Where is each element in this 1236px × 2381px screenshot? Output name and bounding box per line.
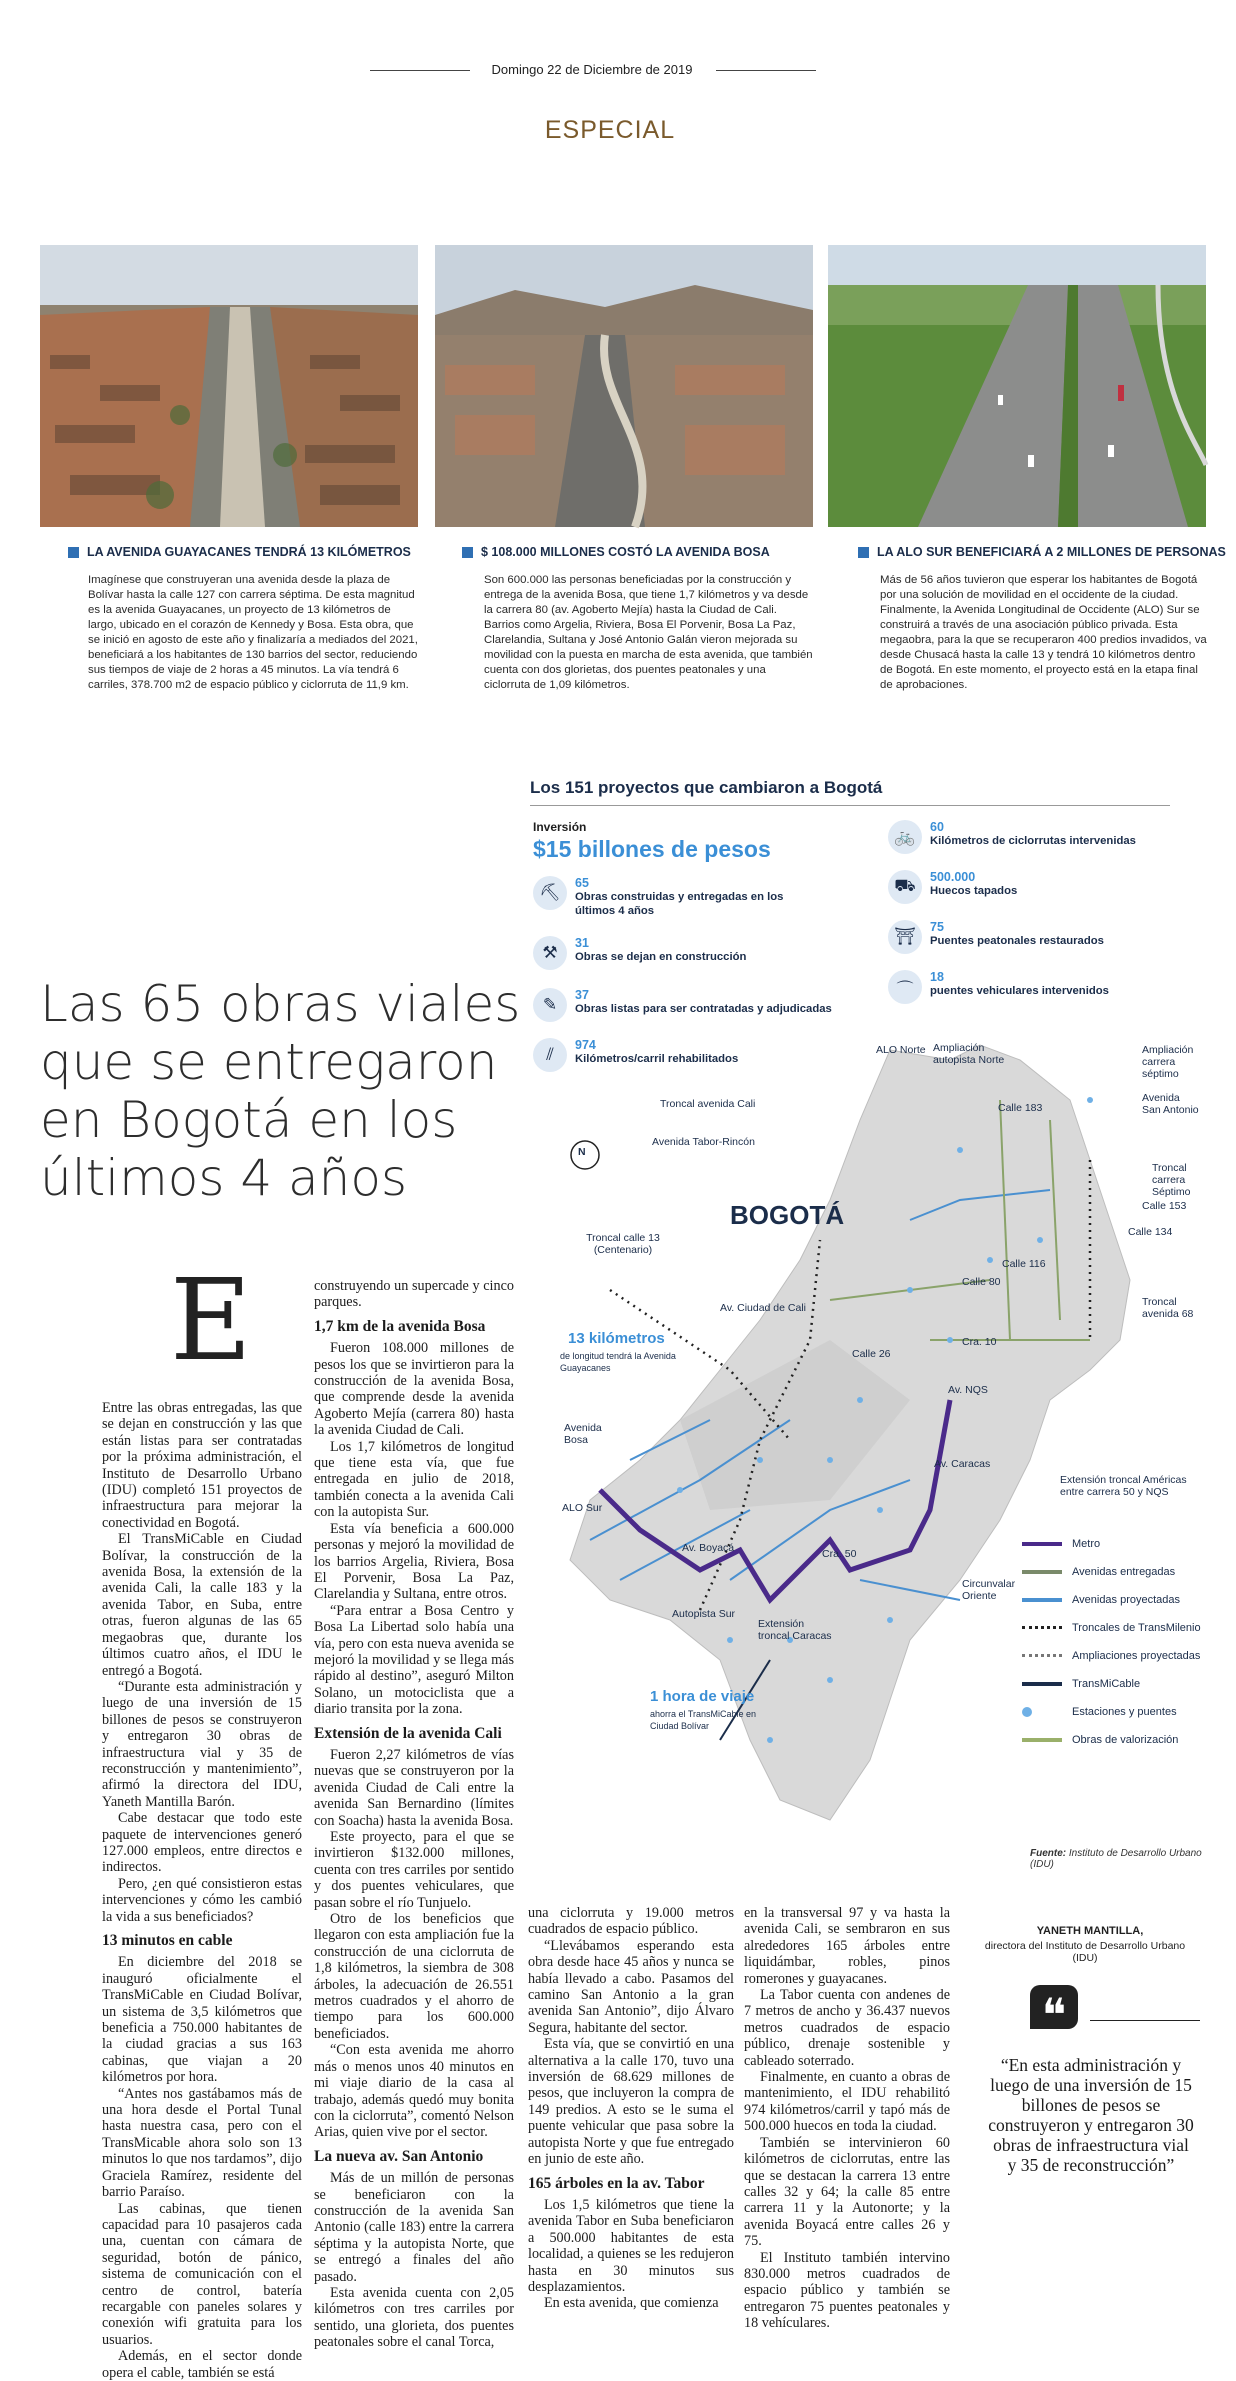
legend-swatch — [1022, 1707, 1032, 1717]
caption-body-bosa: Son 600.000 las personas beneficiadas por la construcción y entrega de la avenida Bosa, que tiene 1,7 kilómetros y va desde la carrera 80 (av. Agoberto Mejía) hasta la Ciudad de Cali. Barrios como Argelia, Riviera, Bosa El Porvenir, Bosa La Paz, Clarelandia, Sultana y José Antonio Galán vieron mejorada su movilidad con la puesta en marcha de esta avenida, que también cuenta con dos glorietas, dos puentes peatonales y una ciclorruta de 1,09 kilómetros. — [484, 574, 813, 691]
stat-label: Kilómetros/carril rehabilitados — [575, 1053, 739, 1065]
stat-number: 500.000 — [930, 870, 976, 884]
bridge-icon: ⌒ — [888, 970, 922, 1004]
paragraph: Esta avenida cuenta con 2,05 kilómetros con tres carriles por sentido, una glorieta, dos puentes peatonales sobre el canal Torca, — [314, 2284, 514, 2351]
caption-title-guayacanes — [68, 545, 446, 559]
legend-swatch — [1022, 1626, 1062, 1630]
legend-item — [1022, 1726, 1202, 1754]
label-avenida-bosa: Avenida Bosa — [564, 1422, 602, 1446]
stat-obras-entregadas — [533, 876, 793, 918]
legend-item — [1022, 1670, 1202, 1698]
article-column-3 — [528, 1905, 734, 2312]
stat-number: 65 — [575, 876, 589, 890]
source-label: Fuente: — [1030, 1848, 1067, 1859]
caption-title-text: $ 108.000 MILLONES COSTÓ LA AVENIDA BOSA — [481, 545, 770, 559]
stat-ciclorrutas — [888, 820, 1188, 854]
label-calle-134: Calle 134 — [1128, 1226, 1173, 1238]
legend-item — [1022, 1642, 1202, 1670]
label-septimo: Ampliación carrera séptimo — [1142, 1044, 1194, 1080]
stat-number: 31 — [575, 936, 589, 950]
legend-item — [1022, 1698, 1202, 1726]
stat-number: 974 — [575, 1038, 596, 1052]
caption-body-alo-sur: Más de 56 años tuvieron que esperar los habitantes de Bogotá por una solución de movilidad en el occidente de la ciudad. Finalmente, la Avenida Longitudinal de Occidente (ALO) Sur se construirá a través de una asociación público privada. Esta megaobra, para la que se recuperaron 400 predios invadidos, va desde Chusacá hasta la calle 13 y tendrá 10 kilómetros dentro de Bogotá. En este momento, el proyecto está en la etapa final de aprobaciones. — [880, 574, 1207, 691]
paragraph: “Con esta avenida me ahorro más o menos unos 40 minutos en mi viaje diario de la casa al trabajo, además quedó muy bonita con la ciclorruta”, comentó Nelson Arias, quien vive por el sector. — [314, 2042, 514, 2141]
header-rule-right — [716, 70, 816, 71]
label-americas: Extensión troncal Américas entre carrera 50 y NQS — [1060, 1474, 1187, 1498]
road-icon: ⫽ — [533, 1038, 567, 1072]
stat-number: 18 — [930, 970, 944, 984]
paragraph: Fueron 108.000 millones de pesos los que se invirtieron para la construcción de la avenida Bosa, que comprende desde la avenida Agoberto Mejía (carrera 80) hasta la avenida Ciudad de Cali. — [314, 1340, 514, 1439]
legend-swatch — [1022, 1542, 1062, 1546]
stat-number: 37 — [575, 988, 589, 1002]
caption-body-guayacanes: Imagínese que construyeran una avenida desde la plaza de Bolívar hasta la calle 127 con carrera séptima. De esta magnitud es la avenida Guayacanes, un proyecto de 13 kilómetros de largo, ubicado en el corazón de Kennedy y Bosa. Esta obra, que se inició en agosto de este año y finalizaría a mediados del 2021, beneficiará a los habitantes de 130 barrios del sector, reduciendo sus tiempos de viaje de 2 horas a 45 minutos. La vía tendrá 6 carriles, 378.700 m2 de espacio público y ciclorruta de 11,9 km. — [88, 574, 418, 691]
source-text: Instituto de Desarrollo Urbano (IDU) — [1030, 1848, 1202, 1870]
stat-obras-contratadas — [533, 988, 853, 1022]
caption-title-text: LA ALO SUR BENEFICIARÁ A 2 MILLONES DE PERSONAS — [877, 545, 1226, 559]
bicycle-icon: 🚲 — [888, 820, 922, 854]
drop-cap: E — [170, 1256, 252, 1386]
caption-marker — [68, 547, 79, 558]
construction-icon: ⚒ — [533, 936, 567, 970]
legend-label: Obras de valorización — [1072, 1734, 1179, 1746]
investment-value: $15 billones de pesos — [533, 836, 771, 862]
excavator-icon: ⛏ — [533, 876, 567, 910]
callout-km-sub: de longitud tendrá la Avenida Guayacanes — [560, 1351, 676, 1373]
label-calle-183: Calle 183 — [998, 1102, 1043, 1114]
legend-item — [1022, 1614, 1202, 1642]
subheading-cali: Extensión de la avenida Cali — [314, 1724, 502, 1742]
caption-marker — [858, 547, 869, 558]
label-autopista-sur: Autopista Sur — [672, 1608, 736, 1620]
article-column-4 — [744, 1905, 950, 2332]
legend-label: Ampliaciones proyectadas — [1072, 1650, 1201, 1662]
legend-item — [1022, 1530, 1202, 1558]
label-troncal-68: Troncal avenida 68 — [1142, 1296, 1194, 1320]
quote-marks-icon: ❝ — [1030, 1985, 1078, 2029]
label-circunvalar: Circunvalar Oriente — [962, 1578, 1016, 1602]
label-alo-norte: ALO Norte — [876, 1044, 926, 1056]
investment-label: Inversión — [533, 820, 587, 834]
paragraph: “Llevábamos esperando esta obra desde hace 45 años y nunca se había llevado a cabo. Pasamos del camino San Antonio a la gran avenida San Antonio”, dijo Álvaro Segura, habitante del sector. — [528, 1937, 734, 2036]
article-column-1 — [102, 1400, 302, 2381]
label-calle-80: Calle 80 — [962, 1276, 1001, 1288]
legend-item — [1022, 1586, 1202, 1614]
infographic-title-rule — [530, 805, 1170, 806]
label-alo-sur: ALO Sur — [562, 1502, 603, 1514]
label-boyaca: Av. Boyacá — [682, 1542, 735, 1554]
label-caracas: Av. Caracas — [934, 1458, 991, 1470]
paragraph: Esta vía, que se convirtió en una alternativa a la calle 170, tuvo una inversión de 68.629 millones de pesos, que incluyeron la compra de 149 predios. A esto se le suma el puente vehicular que pasa sobre la autopista Norte y que fue entregado en junio de este año. — [528, 2036, 734, 2168]
footbridge-icon: ⛩ — [888, 920, 922, 954]
pothole-icon: ⛟ — [888, 870, 922, 904]
stat-label: Obras se dejan en construcción — [575, 951, 747, 963]
stat-label: Huecos tapados — [930, 885, 1018, 897]
stat-label: Puentes peatonales restaurados — [930, 935, 1104, 947]
paragraph: Otro de los beneficios que llegaron con esta ampliación fue la construcción de una ciclorruta de 1,8 kilómetros, la siembra de 308 árboles, la adecuación de 26.551 metros cuadrados y el ahorro de tiempo para los 600.000 beneficiados. — [314, 1911, 514, 2042]
pull-quote: “En esta administración y luego de una inversión de 15 billones de pesos se construyeron y entregaron 30 obras de infraestructura vial y 35 de reconstrucción” — [988, 2055, 1194, 2175]
legend-label: Estaciones y puentes — [1072, 1706, 1177, 1718]
paragraph: “Para entrar a Bosa Centro y Bosa La Libertad solo había una vía, pero con esta nueva avenida se mejoró la movilidad y se llega más rápido al destino”, aseguró Milton Solano, un motociclista que a diario transita por la zona. — [314, 1602, 514, 1718]
quote-author-role: directora del Instituto de Desarrollo Urbano (IDU) — [984, 1940, 1186, 1964]
infographic-title: Los 151 proyectos que cambiaron a Bogotá — [530, 778, 883, 797]
legend-label: TransMiCable — [1072, 1678, 1141, 1690]
label-autopista-norte: Ampliación autopista Norte — [933, 1042, 1005, 1066]
stat-huecos — [888, 870, 1188, 904]
section-title: ESPECIAL — [544, 116, 676, 144]
stat-puentes-peatonales — [888, 920, 1188, 954]
paragraph: Los 1,5 kilómetros que tiene la avenida Tabor en Suba beneficiaron a 500.000 habitantes de esta localidad, a quienes se les redujeron hasta en 30 minutos sus desplazamientos. — [528, 2196, 734, 2295]
callout-km: 13 kilómetros — [568, 1330, 665, 1347]
paragraph: El TransMiCable en Ciudad Bolívar, la construcción de la avenida Bosa, la extensión de la avenida Cali, la calle 183 y la avenida Tabor, en Suba, entre otras, fueron algunas de las 65 megaobras que, durante los últimos cuatro años, el IDU le entregó a Bogotá. — [102, 1531, 302, 1679]
stat-number: 75 — [930, 920, 944, 934]
paragraph: La Tabor cuenta con andenes de 7 metros de ancho y 36.437 nuevos metros cuadrados de espacio público, drenaje sostenible y cableado soterrado. — [744, 1987, 950, 2069]
paragraph: También se intervinieron 60 kilómetros de ciclorrutas, entre las que se destacan la carrera 13 entre calles 32 y 64; la calle 85 entre carrera 11 y la Autonorte; y la avenida Boyacá entre calles 26 y 75. — [744, 2134, 950, 2250]
legend-swatch — [1022, 1654, 1062, 1658]
paragraph: Cabe destacar que todo este paquete de intervenciones generó 127.000 empleos, entre directos e indirectos. — [102, 1810, 302, 1876]
label-cra-10: Cra. 10 — [962, 1336, 997, 1348]
paragraph: Más de un millón de personas se beneficiaron con la construcción de la avenida San Antonio (calle 183) entre la carrera séptima y la autopista Norte, que se entregó a finales del año pasado. — [314, 2170, 514, 2285]
photo-guayacanes — [40, 245, 418, 527]
label-calle-26: Calle 26 — [852, 1348, 891, 1360]
subheading-tabor: 165 árboles en la av. Tabor — [528, 2174, 705, 2192]
paragraph: una ciclorruta y 19.000 metros cuadrados de espacio público. — [528, 1905, 734, 1938]
legend-label: Metro — [1072, 1538, 1101, 1550]
article-column-2 — [314, 1278, 514, 2351]
legend-swatch — [1022, 1738, 1062, 1742]
paragraph: “Durante esta administración y luego de una inversión de 15 billones de pesos se construyeron y entregaron 30 obras de infraestructura vial y 35 de reconstrucción y mantenimiento”, afirmó la directora del IDU, Yaneth Mantilla Barón. — [102, 1678, 302, 1810]
map-city-label: BOGOTÁ — [730, 1200, 845, 1230]
paragraph: Los 1,7 kilómetros de longitud que tiene esta vía, que fue entregada en julio de 2018, también conecta a la avenida Cali con la autopista Sur. — [314, 1438, 514, 1521]
label-troncal-septimo: Troncal carrera Séptimo — [1152, 1162, 1191, 1198]
quote-author: YANETH MANTILLA, — [1036, 1925, 1144, 1937]
stat-label: Kilómetros de ciclorrutas intervenidas — [930, 835, 1136, 847]
paragraph: El Instituto también intervino 830.000 metros cuadrados de espacio público y también se entregaron 75 puentes peatonales y 18 vehículares. — [744, 2249, 950, 2332]
paragraph: “Antes nos gastábamos más de una hora desde el Portal Tunal hasta nuestra casa, pero con el TransMicable ahora solo son 13 minutos lo que nos tardamos”, dijo Graciela Ramírez, residente del barrio Paraíso. — [102, 2085, 302, 2201]
subheading-bosa: 1,7 km de la avenida Bosa — [314, 1317, 486, 1335]
label-san-antonio: Avenida San Antonio — [1142, 1092, 1199, 1116]
label-ciudad-cali: Av. Ciudad de Cali — [720, 1302, 806, 1314]
label-cra-50: Cra. 50 — [822, 1548, 857, 1560]
label-nqs: Av. NQS — [948, 1384, 988, 1396]
subheading-cable: 13 minutos en cable — [102, 1932, 233, 1949]
stat-obras-construccion — [533, 936, 793, 970]
paragraph: En esta avenida, que comienza — [544, 2295, 719, 2312]
paragraph: construyendo un supercade y cinco parques. — [314, 1278, 514, 1311]
label-troncal-13: Troncal calle 13 (Centenario) — [586, 1232, 660, 1256]
issue-date: Domingo 22 de Diciembre de 2019 — [491, 62, 693, 77]
quote-rule — [1090, 2020, 1200, 2021]
paragraph: Finalmente, en cuanto a obras de mantenimiento, el IDU rehabilitó 974 kilómetros/carril y tapó más de 500.000 huecos en toda la ciudad. — [744, 2069, 950, 2135]
stat-label: Obras construidas y entregadas en los últimos 4 años — [575, 891, 784, 917]
article-headline: Las 65 obras viales que se entregaron en Bogotá en los últimos 4 años — [40, 975, 521, 1207]
source-credit — [1030, 1848, 1219, 1870]
paragraph: Las cabinas, que tienen capacidad para 10 pasajeros cada una, cuentan con cámara de seguridad, botón de pánico, sistema de comunicación con el centro de control, batería recargable con paneles solares y conexión wifi gratuita para los usuarios. — [102, 2200, 302, 2348]
label-tabor: Avenida Tabor-Rincón — [652, 1136, 755, 1148]
legend-swatch — [1022, 1570, 1062, 1574]
legend-label: Avenidas entregadas — [1072, 1566, 1176, 1578]
caption-title-text: LA AVENIDA GUAYACANES TENDRÁ 13 KILÓMETROS — [87, 545, 411, 559]
paragraph: En diciembre del 2018 se inauguró oficialmente el TransMiCable en Ciudad Bolívar, un sistema de 3,5 kilómetros que beneficia a 750.000 habitantes de la ciudad gracias a sus 163 cabinas, que viajan a 20 kilómetros por hora. — [102, 1954, 302, 2086]
label-ext-caracas: Extensión troncal Caracas — [758, 1618, 832, 1642]
label-calle-153: Calle 153 — [1142, 1200, 1187, 1212]
paragraph: Además, en el sector donde opera el cable, también se está — [102, 2348, 302, 2381]
callout-time-sub: ahorra el TransMiCable en Ciudad Bolívar — [650, 1709, 757, 1731]
stat-label: puentes vehiculares intervenidos — [930, 985, 1109, 997]
legend-item — [1022, 1558, 1202, 1586]
paragraph: Entre las obras entregadas, las que se dejan en construcción y las que están listas para ser contratadas por la próxima administración, el Instituto de Desarrollo Urbano (IDU) completó 151 proyectos de infraestructura para mejorar la conectividad en Bogotá. — [102, 1400, 302, 1531]
paragraph: Fueron 2,27 kilómetros de vías nuevas que se construyeron por la avenida Ciudad de Cali entre la avenida San Bernardino (límites con Soacha) hasta la avenida Bosa. — [314, 1746, 514, 1829]
paragraph: Esta vía beneficia a 600.000 personas y mejoró la movilidad de los barrios Argelia, Riviera, Bosa El Porvenir, Bosa La Paz, Clarelandia y Sultana, entre otros. — [314, 1520, 514, 1603]
paragraph: Pero, ¿en qué consistieron estas intervenciones y cómo les cambió la vida a sus beneficiados? — [102, 1875, 302, 1925]
document-icon: ✎ — [533, 988, 567, 1022]
legend-label: Avenidas proyectadas — [1072, 1594, 1181, 1606]
paragraph: Este proyecto, para el que se invirtieron $132.000 millones, cuenta con tres carriles por sentido y dos puentes vehiculares, que pasan sobre el río Tunjuelo. — [314, 1829, 514, 1911]
callout-time: 1 hora de viaje — [650, 1688, 755, 1705]
label-troncal-cali: Troncal avenida Cali — [660, 1098, 756, 1110]
caption-marker — [462, 547, 473, 558]
legend-swatch — [1022, 1598, 1062, 1602]
legend-label: Troncales de TransMilenio — [1072, 1622, 1201, 1634]
stat-number: 60 — [930, 820, 944, 834]
label-calle-116: Calle 116 — [1002, 1258, 1046, 1270]
map-legend — [1022, 1530, 1202, 1754]
photo-alo-sur — [828, 245, 1206, 527]
caption-title-bosa — [462, 545, 840, 559]
subheading-san-antonio: La nueva av. San Antonio — [314, 2147, 484, 2165]
stat-label: Obras listas para ser contratadas y adjudicadas — [575, 1003, 832, 1015]
paragraph: en la transversal 97 y va hasta la avenida Cali, se sembraron en sus alrededores 165 árboles entre liquidámbar, robles, pinos romerones y guayacanes. — [744, 1905, 950, 1987]
caption-title-alo-sur — [858, 545, 1236, 559]
stat-puentes-vehiculares — [888, 970, 1188, 1004]
photo-avenida-bosa — [435, 245, 813, 527]
legend-swatch — [1022, 1682, 1062, 1686]
north-label: N — [578, 1146, 586, 1158]
